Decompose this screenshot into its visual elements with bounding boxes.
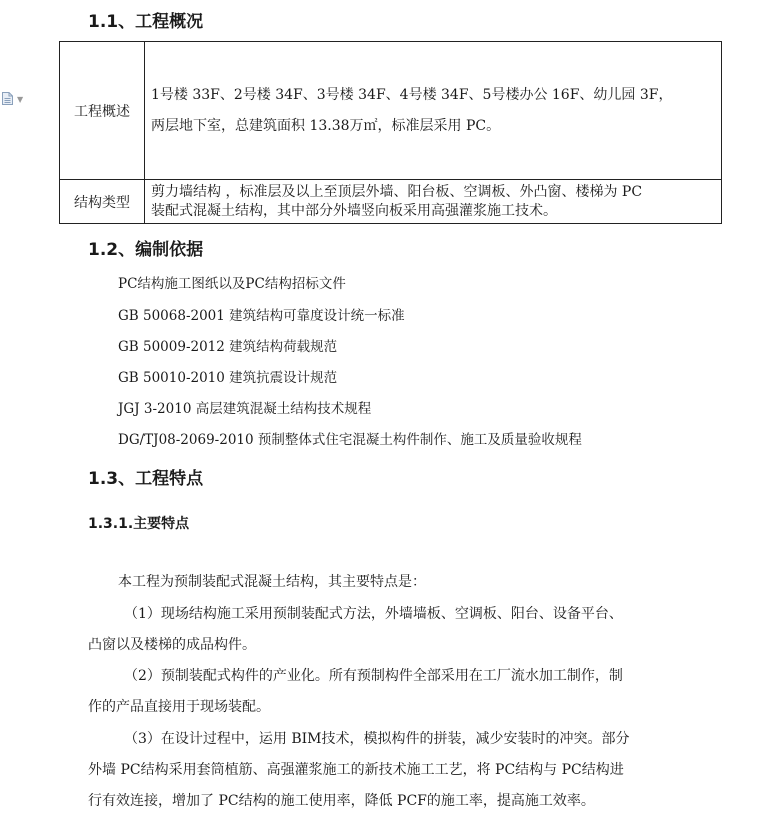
body-line: （3）在设计过程中，运用 BIM技术，模拟构件的拼装，减少安装时的冲突。部分: [124, 731, 630, 747]
table-cell-label: 工程概述: [60, 42, 145, 180]
heading-1-2: 1.2、编制依据: [88, 240, 204, 260]
heading-1-1: 1.1、工程概况: [88, 12, 204, 32]
table-row: [60, 180, 722, 224]
heading-1-3: 1.3、工程特点: [88, 469, 204, 489]
body-line: 作的产品直接用于现场装配。: [88, 699, 270, 715]
project-overview-table: [59, 41, 722, 224]
reference-item: GB 50068-2001 建筑结构可靠度设计统一标准: [118, 308, 405, 324]
body-line: 行有效连接，增加了 PC结构的施工使用率，降低 PCF的施工率，提高施工效率。: [88, 793, 595, 809]
reference-item: DG/TJ08-2069-2010 预制整体式住宅混凝土构件制作、施工及质量验收规程: [118, 432, 582, 448]
table-cell-line: 剪力墙结构 ，标准层及以上至顶层外墙、阳台板、空调板、外凸窗、楼梯为 PC: [151, 183, 643, 200]
body-line: 凸窗以及楼梯的成品构件。: [88, 637, 256, 653]
reference-item: PC结构施工图纸以及PC结构招标文件: [118, 276, 346, 292]
table-cell-line: 1号楼 33F、2号楼 34F、3号楼 34F、4号楼 34F、5号楼办公 16F、幼儿园 3F，: [151, 86, 673, 103]
body-line: （2）预制装配式构件的产业化。所有预制构件全部采用在工厂流水加工制作，制: [124, 668, 623, 684]
reference-item: JGJ 3-2010 高层建筑混凝土结构技术规程: [118, 401, 372, 417]
table-cell-line: 装配式混凝土结构，其中部分外墙竖向板采用高强灌浆施工技术。: [151, 202, 557, 219]
table-cell-label: 结构类型: [60, 180, 145, 224]
body-line: （1）现场结构施工采用预制装配式方法，外墙墙板、空调板、阳台、设备平台、: [124, 606, 623, 622]
body-line: 外墙 PC结构采用套筒植筋、高强灌浆施工的新技术施工工艺，将 PC结构与 PC结构进: [88, 762, 624, 778]
heading-1-3-1: 1.3.1.主要特点: [88, 516, 190, 532]
reference-item: GB 50009-2012 建筑结构荷载规范: [118, 339, 338, 355]
table-row: [60, 42, 722, 180]
table-cell-text: [145, 42, 722, 180]
table-cell-text: [145, 180, 722, 224]
document-icon[interactable]: [2, 92, 13, 105]
reference-item: GB 50010-2010 建筑抗震设计规范: [118, 370, 338, 386]
body-paragraph: 本工程为预制装配式混凝土结构，其主要特点是：: [118, 574, 426, 590]
table-cell-line: 两层地下室，总建筑面积 13.38万㎡，标准层采用 PC。: [151, 117, 501, 134]
chevron-down-icon[interactable]: ▼: [17, 95, 24, 104]
